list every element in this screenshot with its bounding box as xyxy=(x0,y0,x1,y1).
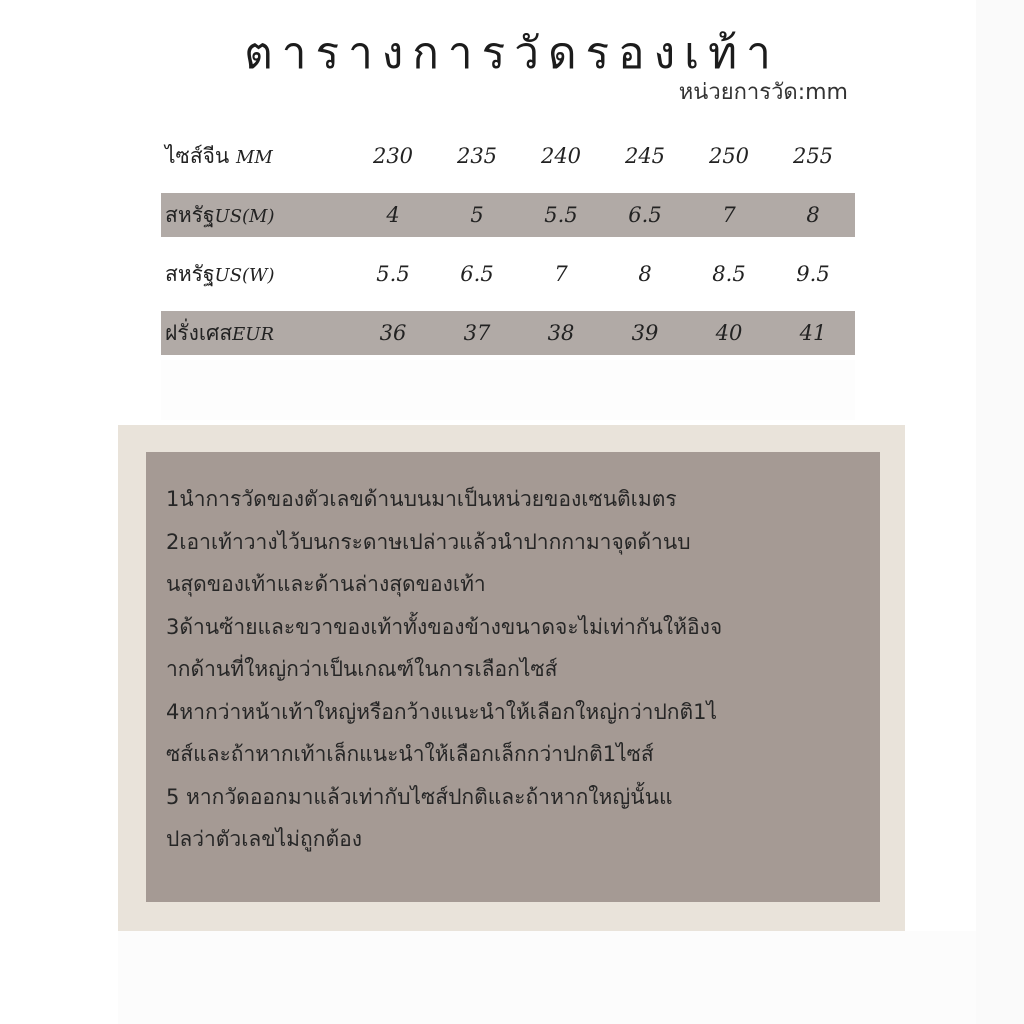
table-cell: 39 xyxy=(631,321,659,345)
right-margin-shade xyxy=(976,0,1024,1024)
table-cell: 5.5 xyxy=(376,262,410,286)
page-title: ตารางการวัดรองเท้า xyxy=(244,28,780,79)
size-table xyxy=(161,134,855,370)
table-cell: 41 xyxy=(799,321,827,345)
table-cell: 6.5 xyxy=(628,203,662,227)
row-label: ฝรั่งเศสEUR xyxy=(165,320,275,345)
note-line: 1นำการวัดของตัวเลขด้านบนมาเป็นหน่วยของเซนติเมตร xyxy=(166,487,677,511)
table-cell: 36 xyxy=(379,321,407,345)
table-cell: 7 xyxy=(722,203,736,227)
row-label: ไซส์จีน MM xyxy=(165,143,273,168)
table-cell: 255 xyxy=(792,144,834,168)
row-label: สหรัฐUS(W) xyxy=(165,261,275,286)
table-cell: 8.5 xyxy=(712,262,746,286)
table-cell: 5 xyxy=(470,203,484,227)
table-bottom-shade xyxy=(161,360,855,420)
table-cell: 235 xyxy=(456,144,498,168)
table-cell: 240 xyxy=(540,144,582,168)
note-line: นสุดของเท้าและด้านล่างสุดของเท้า xyxy=(166,572,486,596)
table-cell: 37 xyxy=(463,321,491,345)
table-cell: 5.5 xyxy=(544,203,578,227)
note-line: ซส์และถ้าหากเท้าเล็กแนะนำให้เลือกเล็กกว่าปกติ1ไซส์ xyxy=(166,742,654,766)
table-cell: 230 xyxy=(372,144,414,168)
measurement-notes xyxy=(166,478,871,861)
note-line: ปลว่าตัวเลขไม่ถูกต้อง xyxy=(166,827,362,851)
note-line: 3ด้านซ้ายและขวาของเท้าทั้งของข้างขนาดจะไม่เท่ากันให้อิงจ xyxy=(166,614,723,639)
table-cell: 245 xyxy=(624,144,666,168)
table-cell: 8 xyxy=(806,203,820,227)
table-cell: 8 xyxy=(638,262,652,286)
table-cell: 6.5 xyxy=(460,262,494,286)
table-row-us-women xyxy=(161,252,855,296)
table-row-eur xyxy=(161,311,855,355)
table-cell: 9.5 xyxy=(796,262,830,286)
bottom-shade xyxy=(118,931,976,1024)
unit-label: หน่วยการวัด:mm xyxy=(678,80,848,105)
table-cell: 40 xyxy=(715,321,743,345)
table-row-us-men xyxy=(161,193,855,237)
note-line: 4หากว่าหน้าเท้าใหญ่หรือกว้างแนะนำให้เลือกใหญ่กว่าปกติ1ไ xyxy=(166,699,718,724)
note-line: ากด้านที่ใหญ่กว่าเป็นเกณฑ์ในการเลือกไซส์ xyxy=(166,657,558,681)
table-cell: 7 xyxy=(554,262,568,286)
row-label: สหรัฐUS(M) xyxy=(165,202,275,227)
table-cell: 4 xyxy=(386,203,400,227)
table-cell: 38 xyxy=(547,321,575,345)
table-cell: 250 xyxy=(708,144,750,168)
note-line: 2เอาเท้าวางไว้บนกระดาษเปล่าวแล้วนำปากกามาจุดด้านบ xyxy=(166,529,691,554)
table-row-cn xyxy=(161,134,855,178)
note-line: 5 หากวัดออกมาแล้วเท่ากับไซส์ปกติและถ้าหากใหญ่นั้นแ xyxy=(166,784,673,809)
